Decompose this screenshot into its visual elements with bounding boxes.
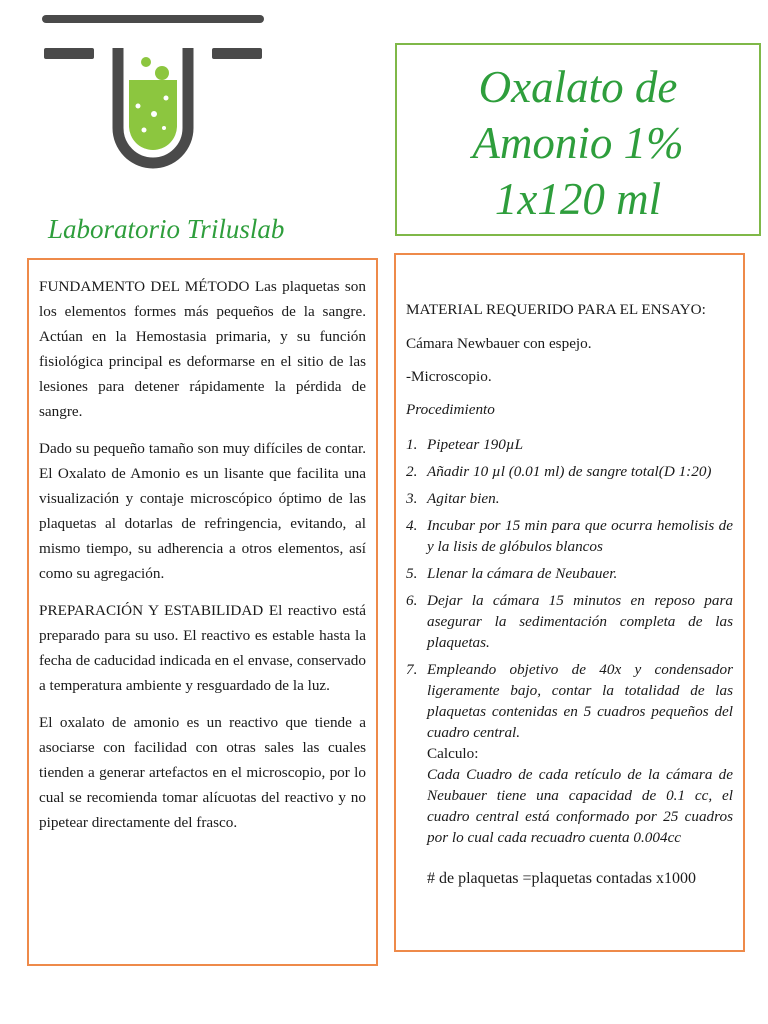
procedure-step: 2. Añadir 10 µl (0.01 ml) de sangre total(D 1:20): [406, 463, 712, 480]
procedure-step: 6. Dejar la cámara 15 minutos en reposo para asegurar la sedimentación completa de las plaquetas.: [406, 592, 733, 651]
calculation-label: Calculo:: [427, 745, 479, 762]
material-item-chamber: Cámara Newbauer con espejo.: [406, 335, 592, 352]
procedure-panel: [394, 253, 745, 952]
product-title-line-3: 1x120 ml: [494, 174, 662, 224]
test-tube-icon: [38, 10, 268, 180]
product-title-box: [395, 43, 761, 236]
material-heading: MATERIAL REQUERIDO PARA EL ENSAYO:: [406, 301, 706, 318]
lab-name: Laboratorio Triluslab: [48, 214, 285, 244]
product-title-line-2: Amonio 1%: [472, 118, 684, 168]
material-item-microscope: -Microscopio.: [406, 368, 492, 385]
procedure-step: 7. Empleando objetivo de 40x y condensador ligeramente bajo, contar la totalidad de las plaquetas contenidas en 5 cuadros pequeños del cuadro central.: [406, 661, 733, 741]
procedure-title: Procedimiento: [406, 401, 495, 418]
product-title-line-1: Oxalato de: [478, 62, 678, 112]
method-panel: [27, 258, 378, 966]
procedure-step: 3. Agitar bien.: [406, 490, 500, 507]
procedure-step: 5. Llenar la cámara de Neubauer.: [406, 565, 618, 582]
method-fundamento: FUNDAMENTO DEL MÉTODO Las plaquetas son los elementos formes más pequeños de la sangre. Actúan en la Hemostasia primaria, y su función fisiológica principal es deformarse en el sitio de las lesiones para detener rápidamente la pérdida de sangre.: [39, 278, 366, 420]
preparation-stability: PREPARACIÓN Y ESTABILIDAD El reactivo está preparado para su uso. El reactivo es estable hasta la fecha de caducidad indicada en el envase, conservado a temperatura ambiente y resguardado de la luz.: [39, 602, 366, 694]
procedure-step: 1. Pipetear 190µL: [406, 436, 524, 453]
calculation-description: Cada Cuadro de cada retículo de la cámara de Neubauer tiene una capacidad de 0.1 cc, el cuadro central está conformado por 25 cuadros por lo cual cada recuadro cuenta 0.004cc: [427, 766, 733, 846]
platelet-formula: # de plaquetas =plaquetas contadas x1000: [427, 870, 696, 887]
procedure-step: 4. Incubar por 15 min para que ocurra hemolisis de y la lisis de glóbulos blancos: [406, 517, 733, 555]
procedure-steps: [406, 434, 733, 743]
method-description: Dado su pequeño tamaño son muy difíciles de contar. El Oxalato de Amonio es un lisante que facilita una visualización y contaje microscópico óptimo de las plaquetas al dotarlas de refringencia, evitando, al mismo tiempo, su adherencia a otros elementos, así como su agregación.: [39, 440, 366, 582]
handling-notes: El oxalato de amonio es un reactivo que tiende a asociarse con facilidad con otras sales las cuales tienden a generar artefactos en el microscopio, por lo cual se recomienda tomar alícuotas del reactivo y no pipetear directamente del frasco.: [39, 714, 366, 831]
